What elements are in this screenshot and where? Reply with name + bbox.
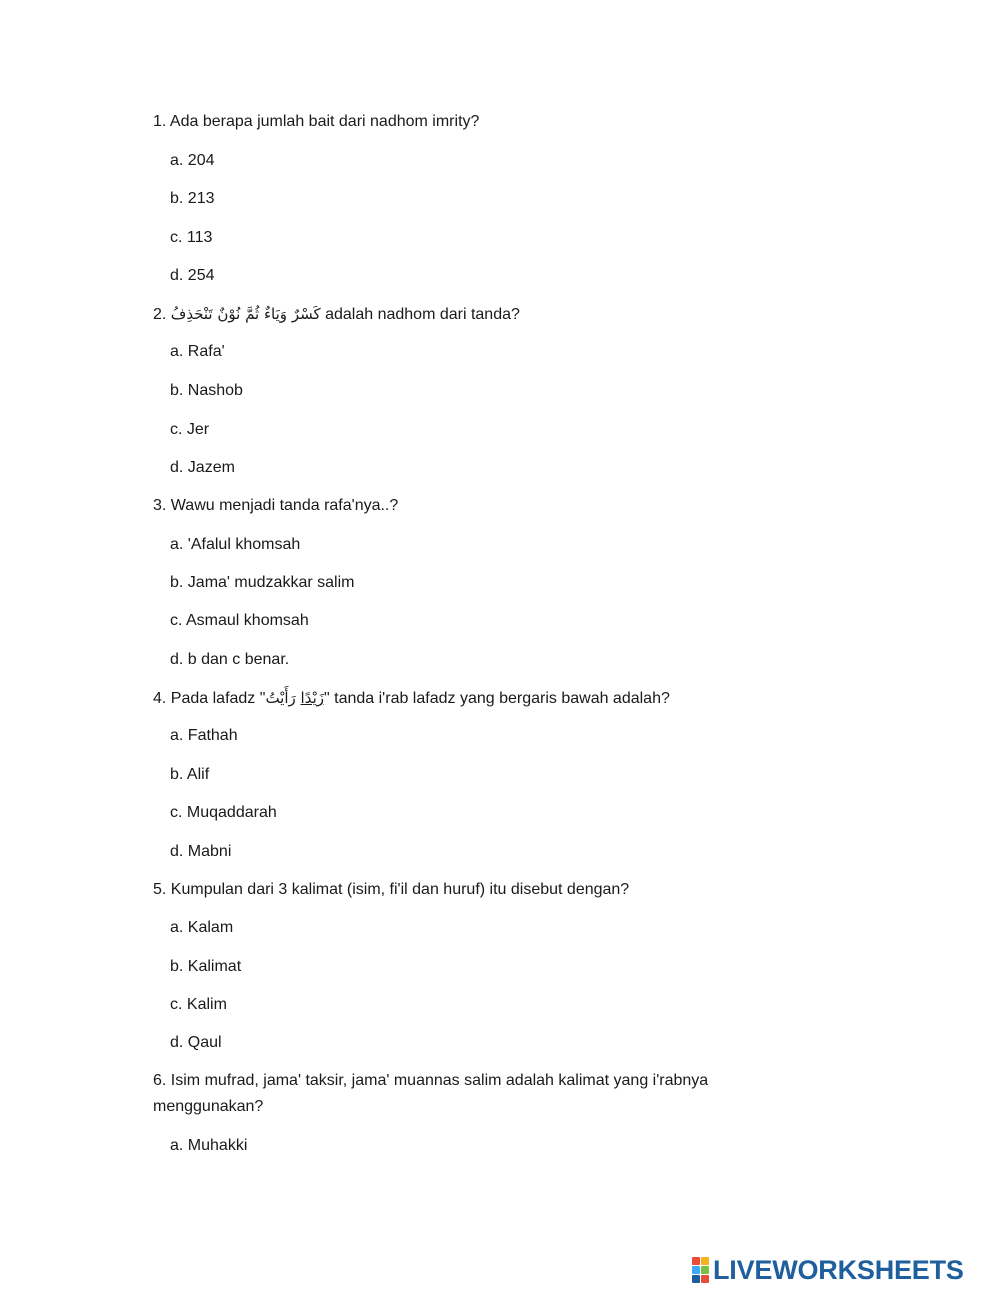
question-3: 3. Wawu menjadi tanda rafa'nya..? — [153, 497, 399, 514]
question-5-option-d[interactable]: d. Qaul — [170, 1034, 222, 1051]
question-3-option-d[interactable]: d. b dan c benar. — [170, 651, 290, 668]
question-2-option-b[interactable]: b. Nashob — [170, 382, 243, 399]
question-3-option-b[interactable]: b. Jama' mudzakkar salim — [170, 574, 355, 591]
question-6-option-a[interactable]: a. Muhakki — [170, 1137, 248, 1154]
question-1-option-c[interactable]: c. 113 — [170, 229, 213, 246]
question-4-option-b[interactable]: b. Alif — [170, 766, 210, 783]
question-5: 5. Kumpulan dari 3 kalimat (isim, fi'il dan huruf) itu disebut dengan? — [153, 881, 630, 898]
question-2: 2. كَسْرٌ وَيَاءٌ ثُمَّ نُوْنٌ تَنْحَذِفُ adalah nadhom dari tanda? — [153, 305, 520, 323]
question-3-option-c[interactable]: c. Asmaul khomsah — [170, 612, 309, 629]
question-4: 4. Pada lafadz " زَيْدًا رَأَيْتُ " tanda i'rab lafadz yang bergaris bawah adalah? — [153, 689, 670, 707]
question-4-arabic-plain: رَأَيْتُ — [265, 689, 296, 707]
question-4-option-c[interactable]: c. Muqaddarah — [170, 804, 277, 821]
question-1: 1. Ada berapa jumlah bait dari nadhom imrity? — [153, 113, 480, 130]
logo-mark-icon — [692, 1257, 709, 1283]
question-5-option-c[interactable]: c. Kalim — [170, 996, 227, 1013]
question-6: 6. Isim mufrad, jama' taksir, jama' muannas salim adalah kalimat yang i'rabnya menggunakan? — [153, 1072, 709, 1115]
question-5-option-a[interactable]: a. Kalam — [170, 919, 234, 936]
question-1-option-d[interactable]: d. 254 — [170, 267, 215, 284]
question-2-arabic: كَسْرٌ وَيَاءٌ ثُمَّ نُوْنٌ تَنْحَذِفُ — [170, 305, 321, 323]
question-4-arabic-underlined: زَيْدًا — [300, 689, 325, 707]
question-3-option-a[interactable]: a. 'Afalul khomsah — [170, 536, 301, 553]
question-2-option-d[interactable]: d. Jazem — [170, 459, 235, 476]
logo-text: LIVEWORKSHEETS — [713, 1254, 964, 1285]
question-2-option-c[interactable]: c. Jer — [170, 421, 210, 438]
question-4-option-a[interactable]: a. Fathah — [170, 727, 238, 744]
question-1-option-b[interactable]: b. 213 — [170, 190, 215, 207]
question-5-option-b[interactable]: b. Kalimat — [170, 958, 242, 975]
question-4-arabic — [265, 689, 324, 707]
liveworksheets-logo — [692, 1255, 964, 1285]
question-1-option-a[interactable]: a. 204 — [170, 152, 215, 169]
question-2-option-a[interactable]: a. Rafa' — [170, 343, 225, 360]
question-4-option-d[interactable]: d. Mabni — [170, 843, 232, 860]
